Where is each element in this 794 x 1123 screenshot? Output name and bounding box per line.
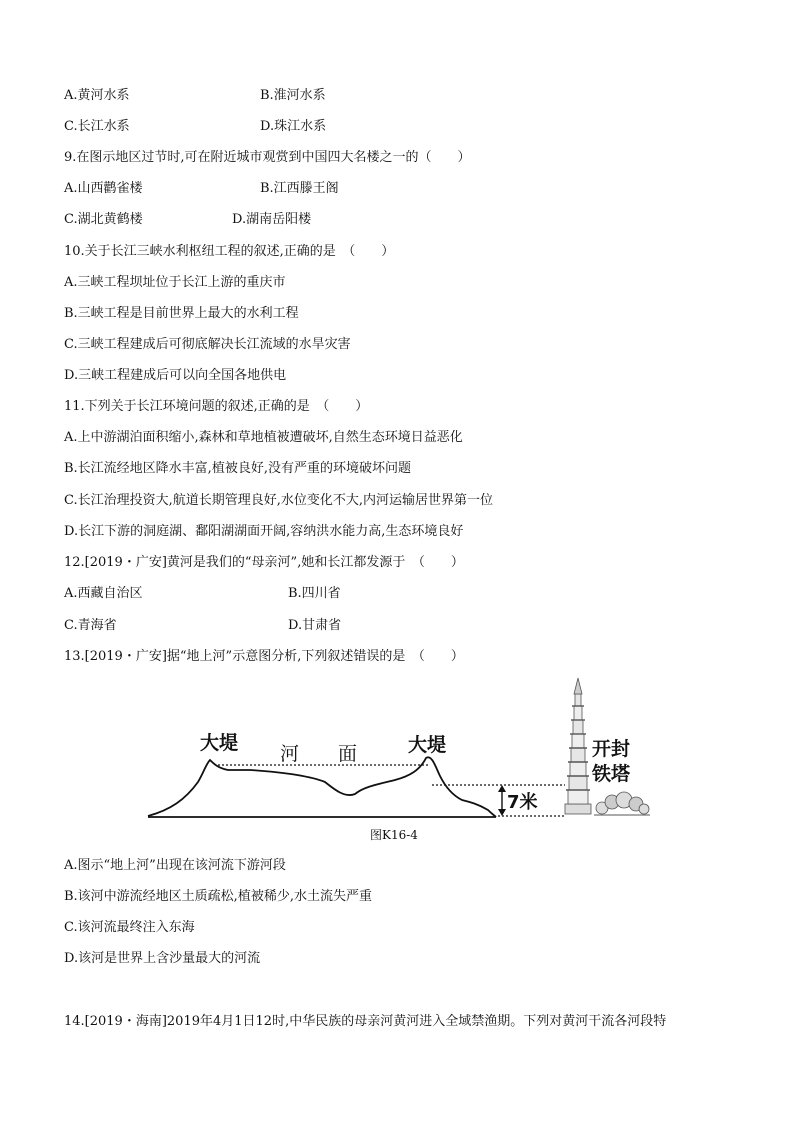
q9-option-d: D.湖南岳阳楼 <box>232 212 312 227</box>
levee-profile <box>148 757 496 817</box>
q13-stem: 13.[2019・广安]据“地上河”示意图分析,下列叙述错误的是 （ ） <box>64 649 464 664</box>
q9-option-b: B.江西滕王阁 <box>260 181 339 196</box>
q10-option-d: D.三峡工程建成后可以向全国各地供电 <box>64 368 287 383</box>
q14-stem: 14.[2019・海南]2019年4月1日12时,中华民族的母亲河黄河进入全域禁渔期。下列对黄河干流各河段特 <box>64 1014 667 1029</box>
q10-option-a: A.三峡工程坝址位于长江上游的重庆市 <box>64 275 286 290</box>
q8-option-a: A.黄河水系 <box>64 88 130 103</box>
q11-option-c: C.长江治理投资大,航道长期管理良好,水位变化不大,内河运输居世界第一位 <box>64 493 494 508</box>
height-label: 7米 <box>507 792 538 813</box>
q9-stem: 9.在图示地区过节时,可在附近城市观赏到中国四大名楼之一的（ ） <box>64 150 471 165</box>
q10-stem: 10.关于长江三峡水利枢纽工程的叙述,正确的是 （ ） <box>64 244 395 259</box>
q10-option-b: B.三峡工程是目前世界上最大的水利工程 <box>64 306 299 321</box>
levee-left-label: 大堤 <box>200 732 239 754</box>
q9-option-a: A.山西鹳雀楼 <box>64 181 143 196</box>
q12-option-b: B.四川省 <box>288 586 341 601</box>
river-label-1: 河 <box>280 743 300 765</box>
above-ground-river-figure <box>140 672 660 847</box>
tower-icon <box>565 678 591 814</box>
q8-option-c: C.长江水系 <box>64 119 130 134</box>
q11-option-a: A.上中游湖泊面积缩小,森林和草地植被遭破坏,自然生态环境日益恶化 <box>64 430 463 445</box>
q13-option-c: C.该河流最终注入东海 <box>64 920 195 935</box>
q12-option-c: C.青海省 <box>64 618 117 633</box>
q12-stem: 12.[2019・广安]黄河是我们的“母亲河”,她和长江都发源于 （ ） <box>64 555 464 570</box>
q10-option-c: C.三峡工程建成后可彻底解决长江流域的水旱灾害 <box>64 337 351 352</box>
river-label-2: 面 <box>338 743 358 765</box>
q13-option-a: A.图示“地上河”出现在该河流下游河段 <box>64 858 286 873</box>
tower-label-line2: 铁塔 <box>592 763 631 785</box>
levee-right-label: 大堤 <box>408 734 447 756</box>
q11-stem: 11.下列关于长江环境问题的叙述,正确的是 （ ） <box>64 399 369 414</box>
q11-option-b: B.长江流经地区降水丰富,植被良好,没有严重的环境破坏问题 <box>64 461 411 476</box>
tower-label-line1: 开封 <box>592 738 631 760</box>
q8-option-d: D.珠江水系 <box>260 119 327 134</box>
q8-option-b: B.淮河水系 <box>260 88 326 103</box>
q12-option-a: A.西藏自治区 <box>64 586 143 601</box>
q13-option-b: B.该河中游流经地区土质疏松,植被稀少,水土流失严重 <box>64 889 372 904</box>
figure-caption: 图K16-4 <box>370 828 418 842</box>
q9-option-c: C.湖北黄鹤楼 <box>64 212 143 227</box>
q12-option-d: D.甘肃省 <box>288 618 342 633</box>
q11-option-d: D.长江下游的洞庭湖、鄱阳湖湖面开阔,容纳洪水能力高,生态环境良好 <box>64 524 464 539</box>
bushes-icon <box>594 792 650 815</box>
q13-option-d: D.该河是世界上含沙量最大的河流 <box>64 951 261 966</box>
height-arrow-up <box>498 785 506 792</box>
height-arrow-down <box>498 809 506 816</box>
river-cross-section-diagram <box>140 672 660 847</box>
